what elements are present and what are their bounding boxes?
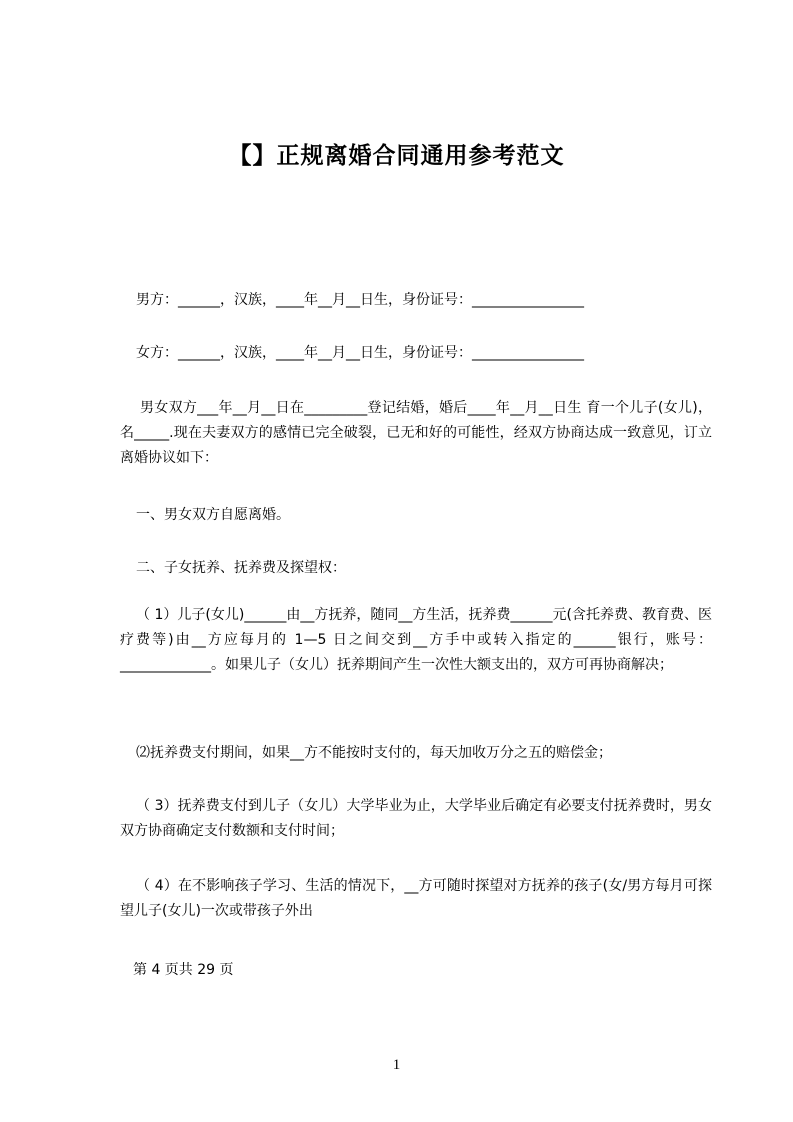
female-party-line: 女方：______，汉族，____年__月__日生，身份证号：________________ [136, 345, 584, 361]
item-1-paragraph [120, 603, 712, 678]
item-2: ⑵抚养费支付期间，如果__方不能按时支付的，每天加收万分之五的赔偿金； [136, 745, 612, 761]
clause-1: 一、男女双方自愿离婚。 [136, 507, 290, 523]
page-number: 1 [392, 1057, 401, 1073]
item-1-text: （ 1）儿子(女儿)______由__方抚养，随同__方生活，抚养费______元(含托养费、教育费、医疗费等)由__方应每月的 1—5 日之间交到__方手中或转入指定的______银行，账号：_____________。如果儿子（女儿）抚养期间产生一次性大额支出的，双方可再协商解决； [120, 607, 712, 673]
clause-2: 二、子女抚养、抚养费及探望权： [136, 560, 346, 576]
item-3-text: （ 3）抚养费支付到儿子（女儿）大学毕业为止，大学毕业后确定有必要支付抚养费时，男女双方协商确定支付数额和支付时间； [120, 798, 712, 839]
intro-paragraph [120, 396, 712, 471]
page-info: 第 4 页共 29 页 [133, 962, 234, 978]
intro-paragraph-text: 男女双方___年__月__日在_________登记结婚，婚后____年__月__日生 育一个儿子(女儿)，名_____.现在夫妻双方的感情已完全破裂，已无和好的可能性，经双方协商达成一致意见，订立离婚协议如下： [120, 400, 712, 466]
male-party-line: 男方：______，汉族，____年__月__日生，身份证号：________________ [136, 292, 584, 308]
item-4-paragraph [120, 874, 712, 924]
document-title: 【】正规离婚合同通用参考范文 [228, 143, 565, 169]
item-4-text: （ 4）在不影响孩子学习、生活的情况下，__方可随时探望对方抚养的孩子(女/男方每月可探望儿子(女儿)一次或带孩子外出 [120, 878, 712, 919]
item-3-paragraph [120, 794, 712, 844]
